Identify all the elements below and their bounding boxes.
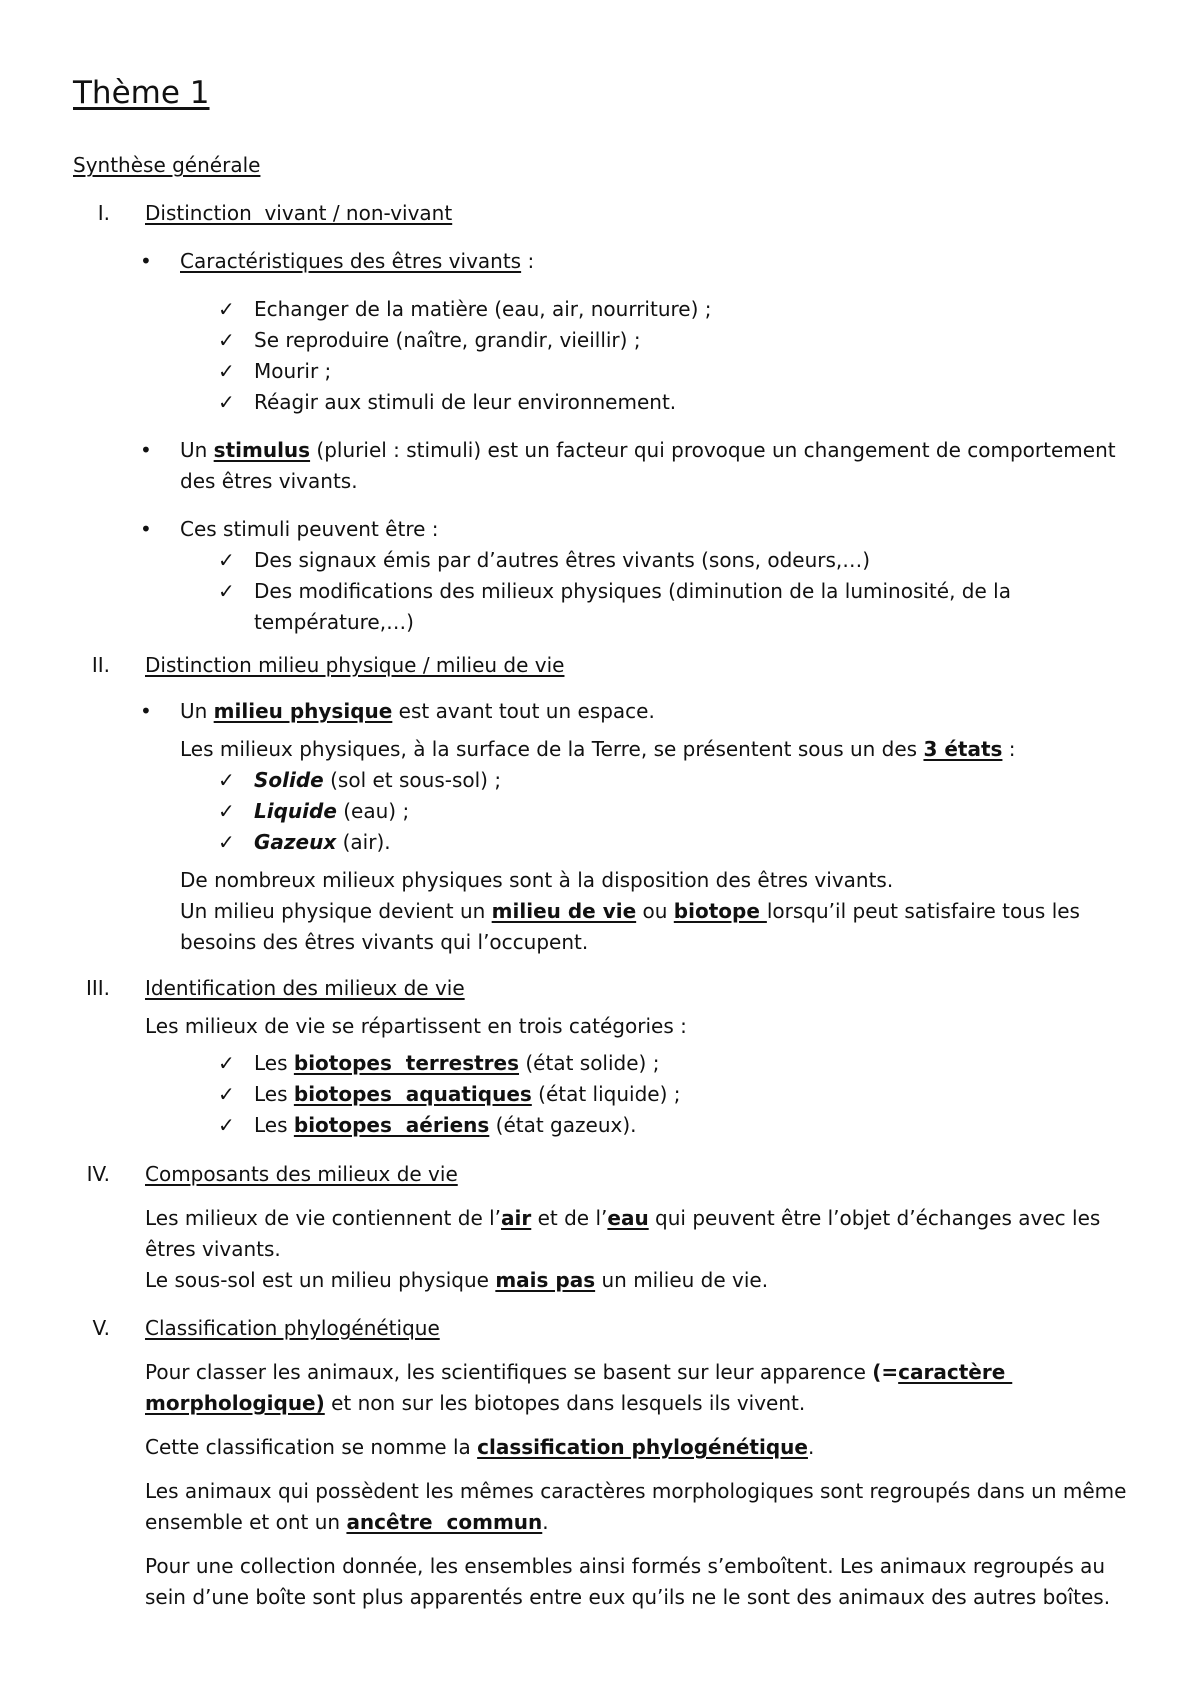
item-pre: Les bbox=[254, 1051, 294, 1075]
term-milieu-de-vie: milieu de vie bbox=[491, 899, 637, 923]
s5-p1-pre: Pour classer les animaux, les scientifiques se basent sur leur apparence bbox=[145, 1360, 873, 1384]
term-biotope: biotope bbox=[673, 899, 767, 923]
page-subtitle: Synthèse générale bbox=[73, 153, 261, 177]
s4-l3-post: un milieu de vie. bbox=[595, 1268, 769, 1292]
s3-intro: Les milieux de vie se répartissent en trois catégories : bbox=[145, 1014, 687, 1038]
item-pre: Les bbox=[254, 1113, 294, 1137]
s4-line-3 bbox=[145, 1265, 768, 1296]
section-1-title: Distinction vivant / non-vivant bbox=[145, 201, 453, 225]
s5-p1-line-1 bbox=[145, 1357, 1012, 1388]
check-icon: ✓ bbox=[218, 548, 235, 572]
section-2-title: Distinction milieu physique / milieu de vie bbox=[145, 653, 565, 677]
s4-line-2: êtres vivants. bbox=[145, 1237, 281, 1261]
s2-paragraph-2-line-2: besoins des êtres vivants qui l’occupent. bbox=[180, 930, 589, 954]
page-title: Thème 1 bbox=[73, 75, 210, 111]
s1-check-2 bbox=[218, 325, 641, 356]
s5-p2 bbox=[145, 1432, 814, 1463]
section-5-number: V. bbox=[92, 1316, 110, 1340]
s5-p3-line-1: Les animaux qui possèdent les mêmes caractères morphologiques sont regroupés dans un même bbox=[145, 1479, 1127, 1503]
s1-bullet-1-label: Caractéristiques des êtres vivants bbox=[180, 249, 522, 273]
term-biotopes-terrestres: biotopes terrestres bbox=[293, 1051, 520, 1075]
s1-bullet-2-pre: Un bbox=[180, 438, 214, 462]
s1-b3-check-2-text: Des modifications des milieux physiques (diminution de la luminosité, de la bbox=[254, 579, 1011, 603]
s5-p4-line-2: sein d’une boîte sont plus apparentés entre eux qu’ils ne le sont des animaux des autres boîtes. bbox=[145, 1585, 1111, 1609]
s4-l1-pre: Les milieux de vie contiennent de l’ bbox=[145, 1206, 502, 1230]
s5-p1-paren: (= bbox=[872, 1360, 899, 1384]
s5-p2-post: . bbox=[807, 1435, 815, 1459]
s4-l1-mid: et de l’ bbox=[531, 1206, 608, 1230]
section-1-number: I. bbox=[97, 201, 110, 225]
s1-bullet-2-post: (pluriel : stimuli) est un facteur qui provoque un changement de comportement bbox=[310, 438, 1116, 462]
s2-state-gazeux bbox=[218, 827, 391, 858]
term-air: air bbox=[501, 1206, 532, 1230]
check-icon: ✓ bbox=[218, 359, 235, 383]
s1-bullet-3: Ces stimuli peuvent être : bbox=[180, 517, 439, 541]
s1-bullet-2-line-1 bbox=[180, 435, 1116, 466]
s2-paragraph-1: De nombreux milieux physiques sont à la disposition des êtres vivants. bbox=[180, 868, 894, 892]
check-icon: ✓ bbox=[218, 830, 235, 854]
term-biotopes-aquatiques: biotopes aquatiques bbox=[293, 1082, 532, 1106]
check-icon: ✓ bbox=[218, 579, 235, 603]
s2-states-intro bbox=[180, 734, 1016, 765]
item-post: (état gazeux). bbox=[489, 1113, 637, 1137]
s1-bullet-2-line-2: des êtres vivants. bbox=[180, 469, 358, 493]
s1-check-3 bbox=[218, 356, 331, 387]
s2-p2-mid: ou bbox=[636, 899, 674, 923]
s2-states-pre: Les milieux physiques, à la surface de la Terre, se présentent sous un des bbox=[180, 737, 924, 761]
state-name: Gazeux bbox=[254, 830, 337, 854]
s1-b3-check-1-text: Des signaux émis par d’autres êtres vivants (sons, odeurs,…) bbox=[254, 548, 871, 572]
check-icon: ✓ bbox=[218, 1082, 235, 1106]
term-caractere: caractère bbox=[898, 1360, 1013, 1384]
term-biotopes-aeriens: biotopes aériens bbox=[293, 1113, 490, 1137]
state-desc: (sol et sous-sol) ; bbox=[323, 768, 502, 792]
s4-l1-post: qui peuvent être l’objet d’échanges avec les bbox=[648, 1206, 1101, 1230]
item-post: (état solide) ; bbox=[519, 1051, 660, 1075]
s1-check-1-text: Echanger de la matière (eau, air, nourriture) ; bbox=[254, 297, 712, 321]
s1-bullet-1 bbox=[180, 246, 534, 277]
term-classification-phylogenetique: classification phylogénétique bbox=[477, 1435, 808, 1459]
s5-p3-l2-pre: ensemble et ont un bbox=[145, 1510, 347, 1534]
s1-b3-check-1 bbox=[218, 545, 870, 576]
s2-bullet-1-pre: Un bbox=[180, 699, 214, 723]
check-icon: ✓ bbox=[218, 768, 235, 792]
state-desc: (air). bbox=[336, 830, 391, 854]
s1-check-4 bbox=[218, 387, 676, 418]
section-5-title: Classification phylogénétique bbox=[145, 1316, 440, 1340]
check-icon: ✓ bbox=[218, 390, 235, 414]
s1-b3-check-2-line-2: température,…) bbox=[254, 610, 414, 634]
term-morphologique: morphologique) bbox=[145, 1391, 325, 1415]
check-icon: ✓ bbox=[218, 799, 235, 823]
s2-state-liquide bbox=[218, 796, 409, 827]
s2-paragraph-2-line-1 bbox=[180, 896, 1080, 927]
section-4-number: IV. bbox=[86, 1162, 110, 1186]
section-2-number: II. bbox=[91, 653, 110, 677]
s5-p2-pre: Cette classification se nomme la bbox=[145, 1435, 478, 1459]
s2-bullet-1-post: est avant tout un espace. bbox=[392, 699, 655, 723]
s5-p1-line-2 bbox=[145, 1388, 805, 1419]
s1-check-4-text: Réagir aux stimuli de leur environnement. bbox=[254, 390, 677, 414]
check-icon: ✓ bbox=[218, 1051, 235, 1075]
bullet-icon: • bbox=[140, 438, 152, 462]
term-stimulus: stimulus bbox=[213, 438, 311, 462]
s1-check-1 bbox=[218, 294, 711, 325]
s2-bullet-1 bbox=[180, 696, 655, 727]
item-pre: Les bbox=[254, 1082, 294, 1106]
s2-p2-pre: Un milieu physique devient un bbox=[180, 899, 492, 923]
state-name: Solide bbox=[254, 768, 324, 792]
section-4-title: Composants des milieux de vie bbox=[145, 1162, 458, 1186]
s3-item-terrestres bbox=[218, 1048, 659, 1079]
s1-b3-check-2 bbox=[218, 576, 1011, 607]
check-icon: ✓ bbox=[218, 297, 235, 321]
bullet-icon: • bbox=[140, 249, 152, 273]
state-desc: (eau) ; bbox=[336, 799, 410, 823]
term-eau: eau bbox=[607, 1206, 649, 1230]
s1-bullet-1-colon: : bbox=[521, 249, 535, 273]
section-3-title: Identification des milieux de vie bbox=[145, 976, 465, 1000]
s1-check-3-text: Mourir ; bbox=[254, 359, 332, 383]
term-mais-pas: mais pas bbox=[495, 1268, 596, 1292]
term-milieu-physique: milieu physique bbox=[213, 699, 393, 723]
s5-p1-l2-post: et non sur les biotopes dans lesquels ils vivent. bbox=[324, 1391, 806, 1415]
s3-item-aeriens bbox=[218, 1110, 636, 1141]
bullet-icon: • bbox=[140, 517, 152, 541]
term-3-etats: 3 états bbox=[923, 737, 1003, 761]
s2-state-solide bbox=[218, 765, 501, 796]
s5-p3-post: . bbox=[542, 1510, 549, 1534]
s2-states-post: : bbox=[1002, 737, 1016, 761]
term-ancetre-commun: ancêtre commun bbox=[346, 1510, 543, 1534]
item-post: (état liquide) ; bbox=[531, 1082, 681, 1106]
bullet-icon: • bbox=[140, 699, 152, 723]
section-3-number: III. bbox=[85, 976, 110, 1000]
s2-p2-post: lorsqu’il peut satisfaire tous les bbox=[766, 899, 1080, 923]
s5-p4-line-1: Pour une collection donnée, les ensembles ainsi formés s’emboîtent. Les animaux regroupés au bbox=[145, 1554, 1106, 1578]
s4-l3-pre: Le sous-sol est un milieu physique bbox=[145, 1268, 496, 1292]
check-icon: ✓ bbox=[218, 328, 235, 352]
s1-check-2-text: Se reproduire (naître, grandir, vieillir) ; bbox=[254, 328, 641, 352]
s3-item-aquatiques bbox=[218, 1079, 681, 1110]
check-icon: ✓ bbox=[218, 1113, 235, 1137]
s5-p3-line-2 bbox=[145, 1507, 549, 1538]
s4-line-1 bbox=[145, 1203, 1100, 1234]
state-name: Liquide bbox=[254, 799, 337, 823]
